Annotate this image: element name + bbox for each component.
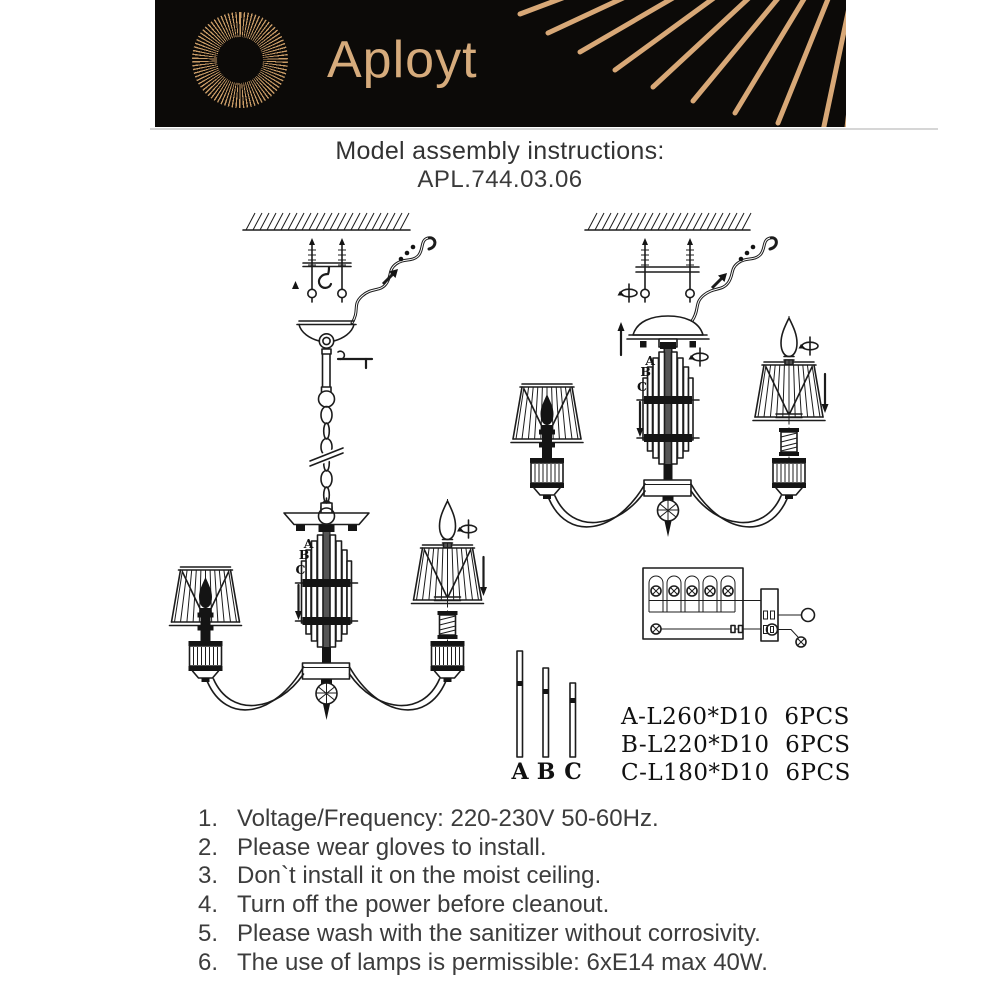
brand-banner — [155, 0, 846, 127]
instruction-list — [198, 805, 878, 977]
chandelier-hanging-diagram — [170, 213, 488, 720]
ceiling-hatch — [243, 213, 410, 230]
instruction-number: 5. — [198, 919, 219, 947]
lamp-symbol — [796, 637, 806, 647]
instruction-item — [198, 920, 878, 949]
instruction-item — [198, 891, 878, 920]
instruction-item — [198, 949, 878, 978]
instruction-number: 4. — [198, 891, 219, 919]
lamp-symbol — [705, 586, 715, 596]
small-arrow-icon — [383, 269, 398, 284]
instruction-text: The use of lamps is permissible: 6xE14 max 40W. — [237, 948, 768, 976]
ceiling-canopy — [297, 321, 372, 390]
legend-label-b: B — [536, 759, 556, 785]
divider-rule — [150, 128, 938, 130]
part-spec-b: B-L220*D10 6PCS — [621, 732, 851, 758]
sunburst-core — [217, 37, 263, 83]
part-spec-a: A-L260*D10 6PCS — [621, 704, 850, 730]
instruction-item — [198, 862, 878, 891]
instruction-text: Turn off the power before cleanout. — [237, 891, 610, 919]
ceiling-hatch — [585, 213, 751, 230]
instruction-text: Don`t install it on the moist ceiling. — [237, 862, 602, 890]
mount-anchor-icon — [338, 238, 346, 302]
mount-screw-icon — [641, 238, 649, 302]
chandelier-mounted-diagram — [511, 213, 829, 537]
terminal-block — [761, 589, 778, 641]
brand-name: Aployt — [327, 31, 478, 89]
page-title: Model assembly instructions: — [335, 137, 665, 165]
parts-list — [620, 704, 851, 786]
instruction-text: Voltage/Frequency: 220-230V 50-60Hz. — [237, 805, 659, 832]
mount-screw-icon — [686, 238, 694, 302]
hook-icon — [319, 267, 331, 288]
wiring-diagram — [643, 568, 815, 647]
lamp-symbol — [669, 586, 679, 596]
lamp-symbol — [651, 586, 661, 596]
instruction-text: Please wash with the sanitizer without corrosivity. — [237, 919, 761, 947]
power-wire — [692, 238, 776, 321]
earth-terminal — [802, 609, 815, 622]
corner-rays-decoration — [446, 0, 846, 127]
small-arrow-icon — [292, 281, 299, 289]
chain-break-marks — [310, 448, 343, 466]
instruction-text: Please wear gloves to install. — [237, 833, 547, 861]
mount-anchor-icon — [308, 238, 316, 302]
instruction-number: 1. — [198, 805, 219, 832]
up-arrow-icon — [618, 322, 625, 355]
hook-bracket — [338, 351, 372, 368]
instruction-number: 3. — [198, 862, 219, 890]
power-wire — [352, 238, 435, 323]
legend-label-c: C — [564, 759, 582, 785]
lamp-symbol — [651, 624, 661, 634]
lamp-symbol — [723, 586, 733, 596]
assembly-diagrams — [0, 200, 1000, 800]
part-spec-c: C-L180*D10 6PCS — [621, 760, 851, 786]
rod-size-legend — [510, 651, 581, 785]
instruction-item — [198, 834, 878, 863]
model-number: APL.744.03.06 — [417, 166, 583, 193]
instruction-number: 2. — [198, 833, 219, 861]
screw-rotate-icon — [689, 348, 709, 366]
instruction-number: 6. — [198, 948, 219, 976]
suspension-chain — [310, 387, 343, 515]
lamp-symbol — [687, 586, 697, 596]
screw-rotate-icon — [618, 284, 638, 302]
instruction-item — [198, 805, 878, 834]
legend-label-a: A — [511, 759, 529, 785]
